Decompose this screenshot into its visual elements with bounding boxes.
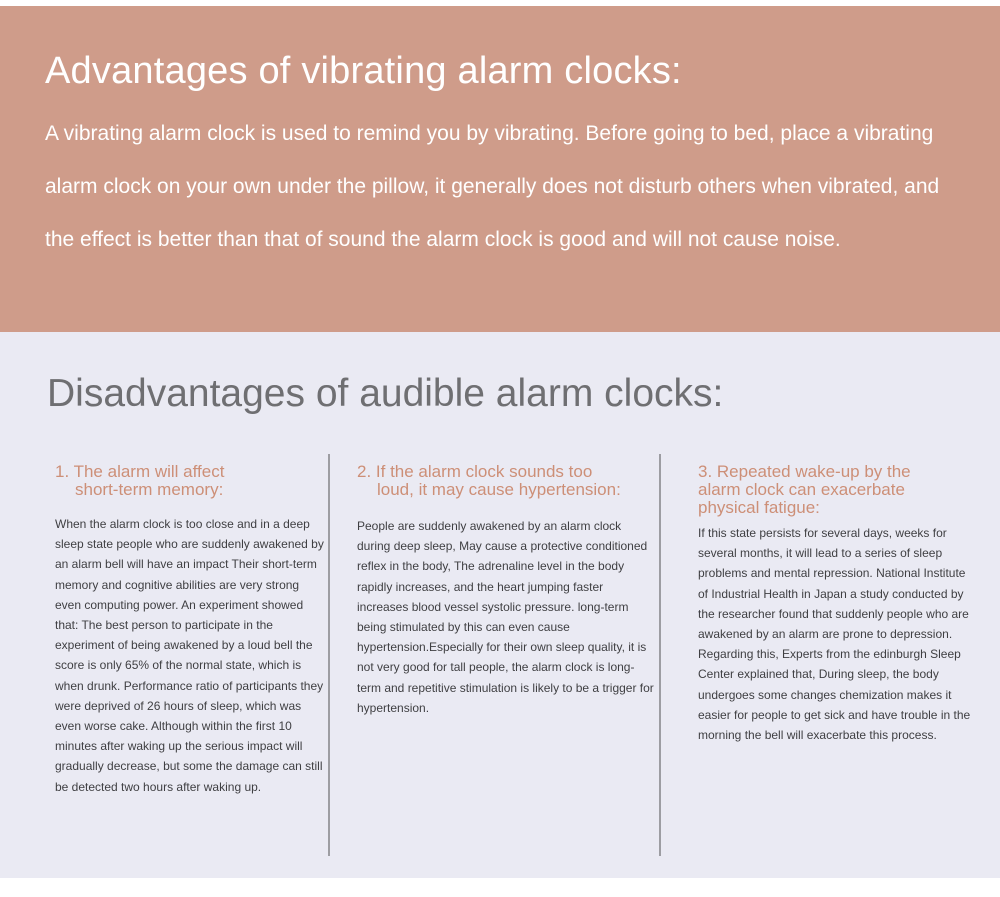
column-2-heading xyxy=(357,463,621,499)
column-3-heading-line-1: 3. Repeated wake-up by the xyxy=(698,462,911,481)
column-2-heading-line-2: loud, it may cause hypertension: xyxy=(377,480,621,499)
column-1-heading xyxy=(55,463,224,499)
disadvantages-title: Disadvantages of audible alarm clocks: xyxy=(47,372,724,415)
column-2-body: People are suddenly awakened by an alarm clock during deep sleep, May cause a protective conditioned reflex in the body, The adrenaline level in the body rapidly increases, and the heart jumping faster increases blood vessel systolic pressure. long-term being stimulated by this can even cause hypertension.Especially for their own sleep quality, it is not very good for tall people, the alarm clock is long-term and repetitive stimulation is likely to be a trigger for hypertension. xyxy=(357,519,654,715)
advantages-body: A vibrating alarm clock is used to remind you by vibrating. Before going to bed, place a vibrating alarm clock on your own under the pillow, it generally does not disturb others when vibrated, and the effect is better than that of sound the alarm clock is good and will not cause noise. xyxy=(45,122,940,251)
column-2-heading-line-1: 2. If the alarm clock sounds too xyxy=(357,462,593,481)
advantages-title: Advantages of vibrating alarm clocks: xyxy=(45,50,682,92)
column-1-body: When the alarm clock is too close and in a deep sleep state people who are suddenly awakened by an alarm bell will have an impact Their short-term memory and cognitive abilities are very strong even computing power. An experiment showed that: The best person to participate in the experiment of being awakened by a loud bell the score is only 65% of the normal state, which is when drunk. Performance ratio of participants they were deprived of 26 hours of sleep, which was even worse cake. Although within the first 10 minutes after waking up the serious impact will gradually decrease, but some the damage can still be detected two hours after waking up. xyxy=(55,517,324,794)
column-divider-1 xyxy=(328,454,330,856)
column-3-heading xyxy=(698,463,911,517)
column-3-body: If this state persists for several days, weeks for several months, it will lead to a series of sleep problems and mental repression. National Institute of Industrial Health in Japan a study conducted by the researcher found that suddenly people who are awakened by an alarm are prone to depression. Regarding this, Experts from the edinburgh Sleep Center explained that, During sleep, the body undergoes some changes chemization makes it easier for people to get sick and have trouble in the morning the bell will exacerbate this process. xyxy=(698,526,971,743)
column-divider-2 xyxy=(659,454,661,856)
column-1-heading-line-1: 1. The alarm will affect xyxy=(55,462,225,481)
column-3-heading-line-2: alarm clock can exacerbate xyxy=(698,480,905,499)
column-3-heading-line-3: physical fatigue: xyxy=(698,498,820,517)
column-1-heading-line-2: short-term memory: xyxy=(75,480,224,499)
